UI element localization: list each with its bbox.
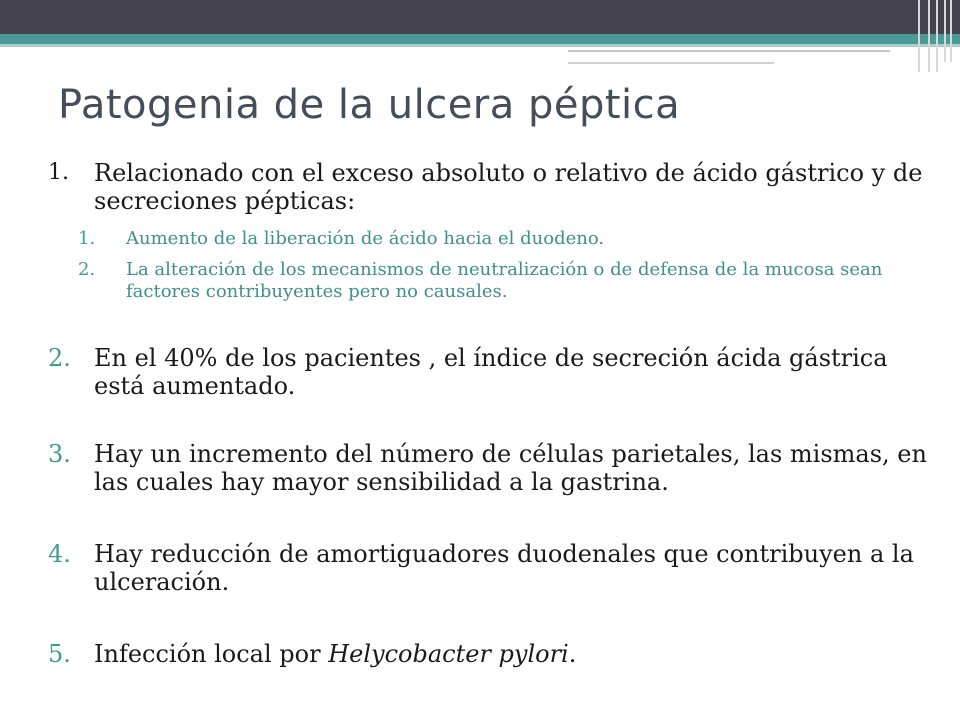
decorative-line bbox=[936, 0, 938, 72]
list-text: Hay un incremento del número de células parietales, las mismas, en las cuales hay mayor sensibilidad a la gastrina. bbox=[94, 440, 927, 496]
accent-bar-light bbox=[0, 44, 960, 47]
list-text bbox=[94, 640, 928, 668]
organism-name: Helycobacter pylori bbox=[328, 640, 569, 668]
list-text: En el 40% de los pacientes , el índice de secreción ácida gástrica está aumentado. bbox=[94, 344, 888, 400]
list-text: Relacionado con el exceso absoluto o relativo de ácido gástrico y de secreciones pépticas: bbox=[94, 159, 923, 215]
list-text: Hay reducción de amortiguadores duodenales que contribuyen a la ulceración. bbox=[94, 540, 914, 596]
list-number: 1. bbox=[78, 228, 96, 249]
list-number: 5. bbox=[48, 640, 71, 668]
slide-title: Patogenia de la ulcera péptica bbox=[58, 82, 681, 128]
header-bar bbox=[0, 0, 960, 34]
decorative-line bbox=[950, 0, 952, 62]
list-number: 1. bbox=[48, 160, 69, 185]
decorative-line bbox=[918, 0, 920, 72]
decorative-rule bbox=[568, 62, 774, 64]
decorative-rule bbox=[568, 50, 890, 52]
accent-bar bbox=[0, 34, 960, 44]
list-text-part: Infección local por bbox=[94, 640, 329, 668]
list-number: 3. bbox=[48, 440, 71, 468]
list-number: 4. bbox=[48, 540, 71, 568]
list-text: Aumento de la liberación de ácido hacia el duodeno. bbox=[126, 228, 605, 249]
decorative-line bbox=[928, 0, 930, 72]
list-number: 2. bbox=[78, 259, 96, 280]
list-number: 2. bbox=[48, 344, 71, 372]
list-text-part: . bbox=[568, 640, 577, 668]
list-text: La alteración de los mecanismos de neutralización o de defensa de la mucosa sean factores contribuyentes pero no causales. bbox=[126, 259, 883, 302]
decorative-line bbox=[944, 0, 946, 62]
